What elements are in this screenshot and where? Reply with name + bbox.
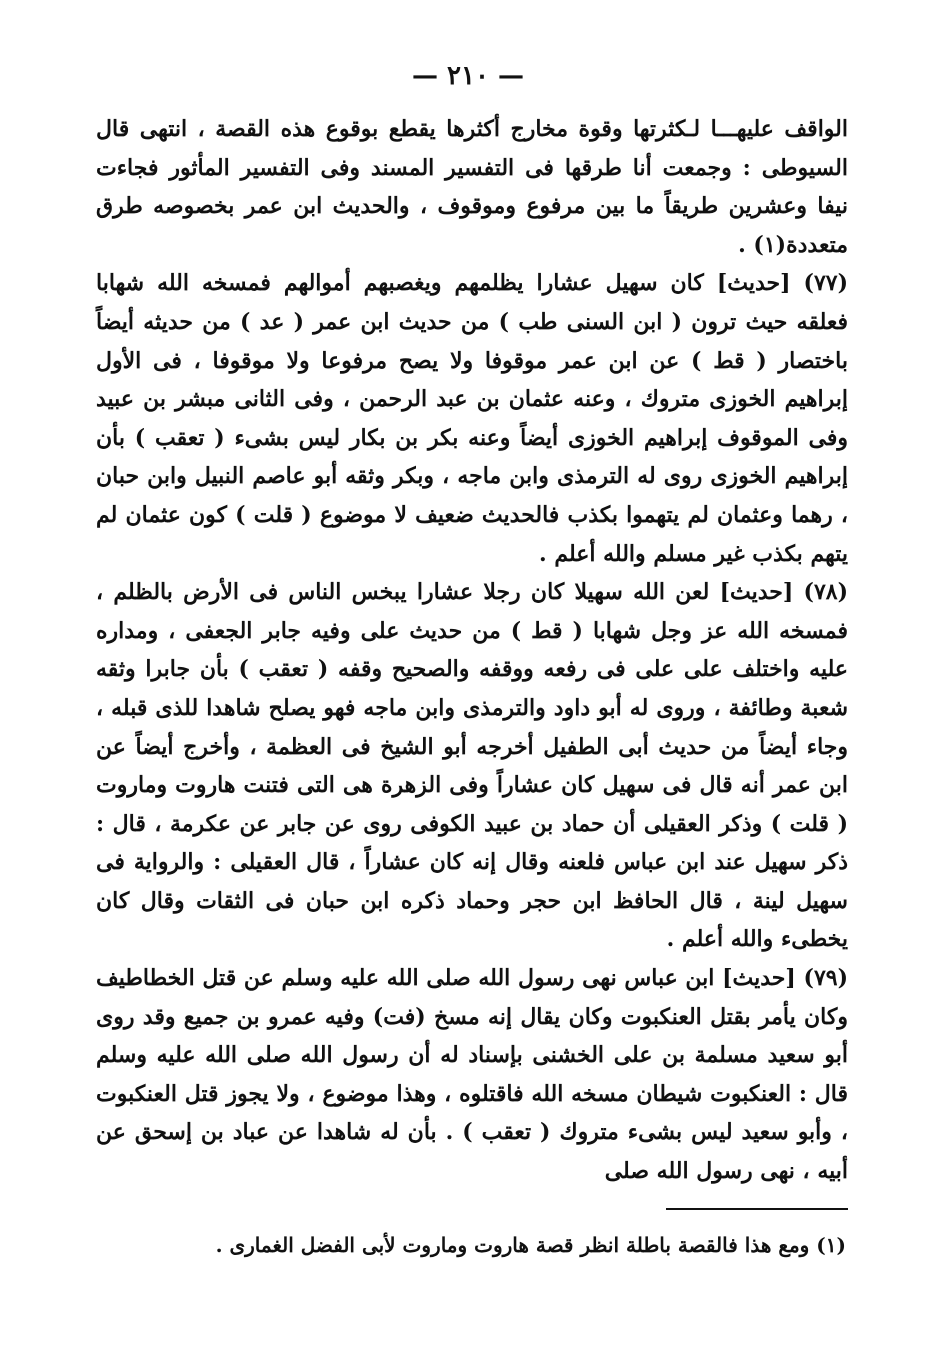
footnote: (١) ومع هذا فالقصة باطلة انظر قصة هاروت وماروت لأبى الفضل الغمارى .	[215, 1233, 846, 1257]
page-number: — ٢١٠ —	[411, 61, 525, 91]
main-text	[96, 110, 848, 1191]
footnote-divider	[666, 1208, 848, 1210]
paragraph-hadith-79: (٧٩) [حديث] ابن عباس نهى رسول الله صلى الله عليه وسلم عن قتل الخطاطيف وكان يأمر بقتل العنكبوت وكان يقال إنه مسخ (فت) وفيه عمرو بن جميع وقد روى أبو سعيد مسلمة بن على الخشنى بإسناد له أن رسول الله صلى الله عليه وسلم قال : العنكبوت شيطان مسخه الله فاقتلوه ، وهذا موضوع ، ولا يجوز قتل العنكبوت ، وأبو سعيد ليس بشىء متروك ( تعقب ) . بأن له شاهدا عن عباد بن إسحق عن أبيه ، نهى رسول الله صلى	[96, 965, 848, 1185]
paragraph-hadith-78: (٧٨) [حديث] لعن الله سهيلا كان رجلا عشارا يبخس الناس فى الأرض بالظلم ، فمسخه الله عز وجل شهابا ( قط ) من حديث على وفيه جابر الجعفى ، ومداره عليه واختلف على على فى رفعه ووقفه والصحيح وقفه ( تعقب ) بأن جابرا وثقه شعبة وطائفة ، وروى له أبو داود والترمذى وابن ماجه فهو يصلح شاهدا للذى قبله ، وجاء أيضاً من حديث أبى الطفيل أخرجه أبو الشيخ فى العظمة ، وأخرج أيضاً عن ابن عمر أنه قال فى سهيل كان عشاراً وفى الزهرة هى التى فتنت هاروت وماروت ( قلت ) وذكر العقيلى أن حماد بن عبيد الكوفى روى عن جابر عن عكرمة ، قال : ذكر سهيل عند ابن عباس فلعنه وقال إنه كان عشاراً ، قال العقيلى : والرواية فى سهيل لينة ، قال الحافظ ابن حجر وحماد ذكره ابن حبان فى الثقات وقال كان يخطىء والله أعلم .	[96, 579, 848, 953]
paragraph-hadith-77: (٧٧) [حديث] كان سهيل عشارا يظلمهم ويغصبهم أموالهم فمسخه الله شهابا فعلقه حيث ترون ( ابن السنى طب ) من حديث ابن عمر ( عد ) من حديثه أيضاً باختصار ( قط ) عن ابن عمر موقوفا ولا يصح مرفوعا ولا موقوفا ، فى الأول إبراهيم الخوزى متروك ، وعنه عثمان بن عبد الرحمن ، وفى الثانى مبشر بن عبيد وفى الموقوف إبراهيم الخوزى أيضاً وعنه بكر بن بكار ليس بشىء ( تعقب ) بأن إبراهيم الخوزى روى له الترمذى وابن ماجه ، وبكر وثقه أبو عاصم النبيل وابن حبان ، رهما وعثمان لم يتهموا بكذب فالحديث ضعيف لا موضوع ( قلت ) كون عثمان لم يتهم بكذب غير مسلم والله أعلم .	[96, 270, 848, 567]
paragraph-intro: الواقف عليهـــا لـكثرتها وقوة مخارج أكثرها يقطع بوقوع هذه القصة ، انتهى قال السيوطى : وجمعت أنا طرقها فى التفسير المسند وفى التفسير المأثور فجاءت نيفا وعشرين طريقاً ما بين مرفوع وموقوف ، والحديث ابن عمر بخصوصه طرق متعددة(١) .	[96, 116, 848, 258]
